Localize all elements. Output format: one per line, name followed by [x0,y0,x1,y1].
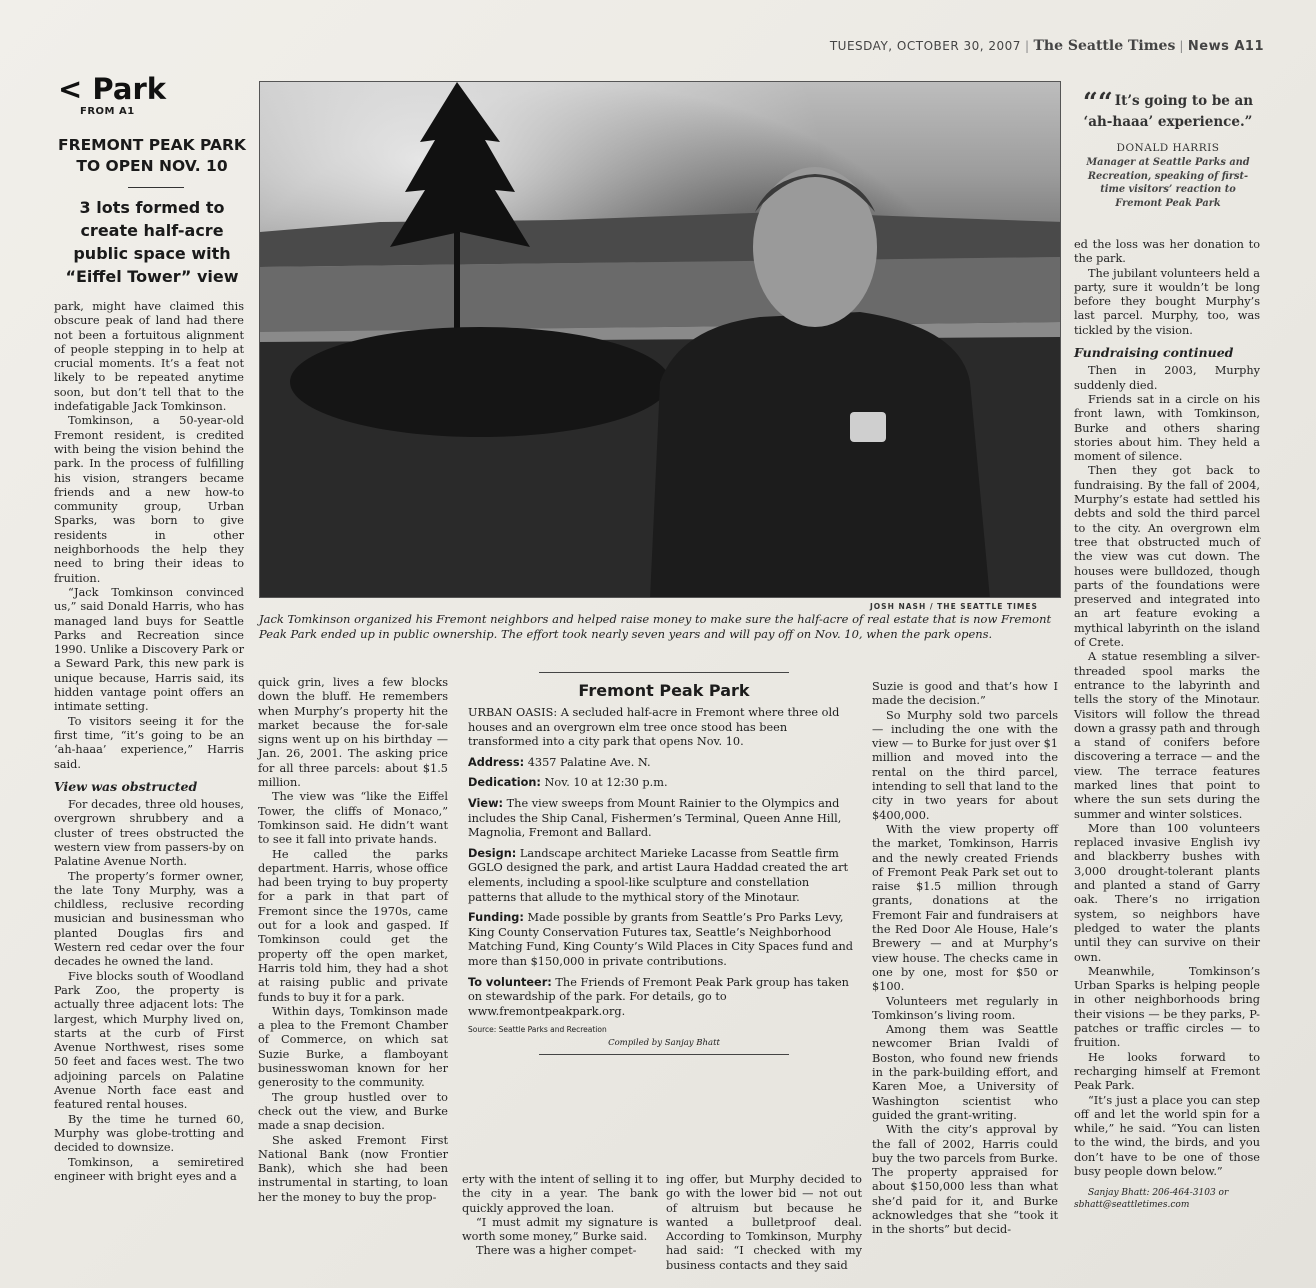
paragraph: park, might have claimed this obscure peak of land had there not been a fortuitous alignment of people stepping in to help at crucial moments. It’s a feat not likely to be repeated anytime soon, but don’t tell that to the indefatigable Jack Tomkinson. [54,300,244,414]
paragraph: The view was “like the Eiffel Tower, the cliffs of Monaco,” Tomkinson said. He didn’t want to see it fall into private hands. [258,790,448,847]
paragraph: There was a higher compet- [476,1244,637,1258]
quote-text: It’s going to be an ‘ah-haaa’ experience.” [1083,93,1254,130]
article-photo [259,81,1061,598]
box-rule-bottom [539,1054,789,1055]
quote-attribution: DONALD HARRIS [1116,142,1220,154]
box-entry-funding: Funding: Made possible by grants from Seattle’s Pro Parks Levy, King County Conservation Futures tax, Seattle’s Neighborhood Matching Fund, King County’s Wild Places in City Spaces fund and more than $150,000 in private contributions. [468,911,853,968]
paragraph: Within days, Tomkinson made a plea to the Fremont Chamber of Commerce, on which sat Suzie Burke, a flamboyant businesswoman known for her generosity to the community. [258,1004,448,1090]
paragraph: With the view property off the market, Tomkinson, Harris and the newly created Friends of Fremont Peak Park set out to raise $1.5 million through grants, donations at the Fremont Fair and fundraisers at the Red Door Ale House, Hale’s Brewery — and at Murphy’s view house. The checks came in one by one, most for $50 or $100. [872,822,1058,994]
paragraph: She asked Fremont First National Bank (now Frontier Bank), which she had been instrumental in starting, to loan her the money to buy the prop- [258,1133,448,1204]
paragraph: ed the loss was her donation to the park. [1074,238,1260,266]
article-column-2 [258,676,448,1205]
jump-label: FROM A1 [80,106,135,117]
box-entry-volunteer: To volunteer: The Friends of Fremont Peak Park group has taken on stewardship of the park. For details, go to www.fremontpeakpark.org. [468,975,849,1018]
city-view [260,257,1061,332]
photo-caption: Jack Tomkinson organized his Fremont neighbors and helped raise money to make sure the half-acre of real estate that is now Fremont Peak Park ended up in public ownership. The effort took nearly seven years and will pay off on Nov. 10, when the park opens. [259,612,1052,641]
quote-mark-icon: ““ [1082,88,1113,118]
box-entry-address: Address: 4357 Palatine Ave. N. [468,755,651,769]
paragraph: He looks forward to recharging himself at Fremont Peak Park. [1074,1050,1260,1093]
paragraph: The jubilant volunteers held a party, sure it wouldn’t be long before they bought Murphy’s last parcel. Murphy, too, was tickled by the vision. [1074,266,1260,337]
issue-date: TUESDAY, OCTOBER 30, 2007 [829,39,1021,53]
paragraph: Meanwhile, Tomkinson’s Urban Sparks is helping people in other neighborhoods bring their visions — be they parks, P-patches or traffic circles — to fruition. [1074,964,1260,1050]
paragraph: quick grin, lives a few blocks down the bluff. He remembers when Murphy’s property hit the market because the for-sale signs went up on his birthday — Jan. 26, 2001. The asking price for all three parcels: about $1.5 million. [258,676,448,790]
paragraph: Then in 2003, Murphy suddenly died. [1074,364,1260,392]
paragraph: Five blocks south of Woodland Park Zoo, the property is actually three adjacent lots: The largest, which Murphy lived on, starts at the curb of First Avenue Northwest, rises some 50 feet and faces west. The two adjoining parcels on Palatine Avenue North face east and featured rental houses. [54,969,244,1112]
box-entry-dedication: Dedication: Nov. 10 at 12:30 p.m. [468,776,668,790]
paragraph: For decades, three old houses, overgrown shrubbery and a cluster of trees obstructed the western view from passers-by on Palatine Avenue North. [54,798,244,869]
paragraph: He called the parks department. Harris, whose office had been trying to buy property for a park in that part of Fremont since the 1970s, came out for a look and gasped. If Tomkinson could get the property off the open market, Harris told him, they had a shot at raising public and private funds to buy it for a park. [258,847,448,1004]
headline-rule [128,187,184,188]
box-compiled-by: Compiled by Sanjay Bhatt [608,1038,720,1049]
article-column-1 [54,300,244,1184]
box-entry-design: Design: Landscape architect Marieke Lacasse from Seattle firm GGLO designed the park, and artist Laura Haddad created the art elements, including a spool-like sculpture and constellation patterns that allude to the mythical story of the Minotaur. [468,846,849,904]
deck-headline: 3 lots formed to create half-acre public space with “Eiffel Tower” view [65,198,239,286]
paragraph: Friends sat in a circle on his front lawn, with Tomkinson, Burke and others sharing stories about him. They held a moment of silence. [1074,392,1260,464]
paragraph: So Murphy sold two parcels — including the one with the view — to Burke for just over $1 million and moved into the rental on the third parcel, intending to sell that land to the city in two years for about $400,000. [872,708,1058,822]
author-signature: Sanjay Bhatt: 206-464-3103 or sbhatt@seattletimes.com [1074,1188,1229,1211]
paragraph: Suzie is good and that’s how I made the decision.” [872,680,1058,708]
tree-shadow [290,327,670,437]
section-kicker: < Park [58,72,167,106]
pull-quote [1080,88,1256,210]
section-page: News A11 [1187,39,1264,54]
photo-scene [260,82,1061,598]
paragraph: To visitors seeing it for the first time, “it’s going to be an ‘ah-haaa’ experience,” Harris said. [54,714,244,771]
box-rule-top [539,672,789,673]
paragraph: By the time he turned 60, Murphy was globe-trotting and decided to downsize. [54,1112,244,1155]
paper-name: The Seattle Times [1033,38,1176,54]
photo-credit: JOSH NASH / THE SEATTLE TIMES [870,602,1038,611]
quote-title: Manager at Seattle Parks and Recreation, speaking of first-time visitors’ reaction to Fremont Peak Park [1086,157,1250,209]
paragraph: With the city’s approval by the fall of 2002, Harris could buy the two parcels from Burke. The property appraised for about $150,000 less than what she’d paid for it, and Burke acknowledges that she “took it in the shorts” but decid- [872,1123,1058,1237]
paragraph: erty with the intent of selling it to the city in a year. The bank quickly approved the loan. [462,1173,658,1215]
box-title: Fremont Peak Park [578,681,750,700]
article-column-3 [462,1173,658,1259]
paragraph: “It’s just a place you can step off and let the world spin for a while,” he said. “You can listen to the wind, the birds, and you don’t have to be one of those busy people down below.” [1074,1093,1260,1178]
article-column-5 [872,680,1058,1238]
paragraph: The property’s former owner, the late Tony Murphy, was a childless, reclusive recording musician and businessman who planted Douglas firs and Western red cedar over the four decades he owned the land. [54,869,244,969]
paragraph: ing offer, but Murphy decided to go with the lower bid — not out of altruism but because he wanted a bulletproof deal. According to Tomkinson, Murphy had said: “I checked with my business contacts and they said [666,1173,862,1272]
paragraph: The group hustled over to check out the view, and Burke made a snap decision. [258,1090,448,1133]
paragraph: “Jack Tomkinson convinced us,” said Donald Harris, who has managed land buys for Seattle Parks and Recreation since 1990. Unlike a Discovery Park or a Seward Park, this new park is unique because, Harris said, its hidden vantage point offers an intimate setting. [54,585,244,714]
paragraph: Tomkinson, a 50-year-old Fremont resident, is credited with being the vision behind the park. In the process of fulfilling his vision, strangers became friends and a new how-to community group, Urban Sparks, was born to give residents in other neighborhoods the help they need to bring their ideas to fruition. [54,414,244,585]
box-source: Source: Seattle Parks and Recreation [468,1025,607,1035]
headline: FREMONT PEAK PARK TO OPEN NOV. 10 [58,136,246,175]
fact-box [468,672,860,1055]
paragraph: More than 100 volunteers replaced invasive English ivy and blackberry bushes with 3,000 drought-tolerant plants and planted a stand of Garry oak. There’s no irrigation system, so neighbors have pledged to water the plants until they can survive on their own. [1074,821,1260,964]
paragraph: Tomkinson, a semiretired engineer with bright eyes and a [54,1155,244,1183]
paragraph: Then they got back to fundraising. By the fall of 2004, Murphy’s estate had settled his debts and sold the third parcel to the city. An overgrown elm tree that obstructed much of the view was cut down. The houses were bulldozed, though parts of the foundations were preserved and integrated into an art feature evoking a mythical labyrinth on the island of Crete. [1074,464,1260,650]
subhead: Fundraising continued [1074,345,1234,361]
page-header: TUESDAY, OCTOBER 30, 2007 | The Seattle Times | News A11 [829,38,1264,54]
paragraph: “I must admit my signature is worth some money,” Burke said. [462,1215,658,1244]
box-entry-view: View: The view sweeps from Mount Rainier to the Olympics and includes the Ship Canal, Fishermen’s Terminal, Queen Anne Hill, Magnolia, Fremont and Ballard. [468,796,842,840]
article-column-4 [666,1173,862,1273]
paragraph: Among them was Seattle newcomer Brian Ivaldi of Boston, who found new friends in the park-building effort, and Karen Moe, a University of Washington scientist who guided the grant-writing. [872,1023,1058,1122]
article-column-6 [1074,238,1260,1211]
paragraph: A statue resembling a silver-threaded spool marks the entrance to the labyrinth and tells the story of the Minotaur. Visitors will follow the thread down a grassy path and through a stand of conifers before discovering a terrace — and the view. The terrace features marked lines that point to where the sun sets during the summer and winter solstices. [1074,650,1260,821]
paragraph: Volunteers met regularly in Tomkinson’s living room. [872,994,1058,1022]
subhead: View was obstructed [54,778,198,794]
box-intro: URBAN OASIS: A secluded half-acre in Fremont where three old houses and an overgrown elm tree once stood has been transformed into a city park that opens Nov. 10. [468,706,840,749]
